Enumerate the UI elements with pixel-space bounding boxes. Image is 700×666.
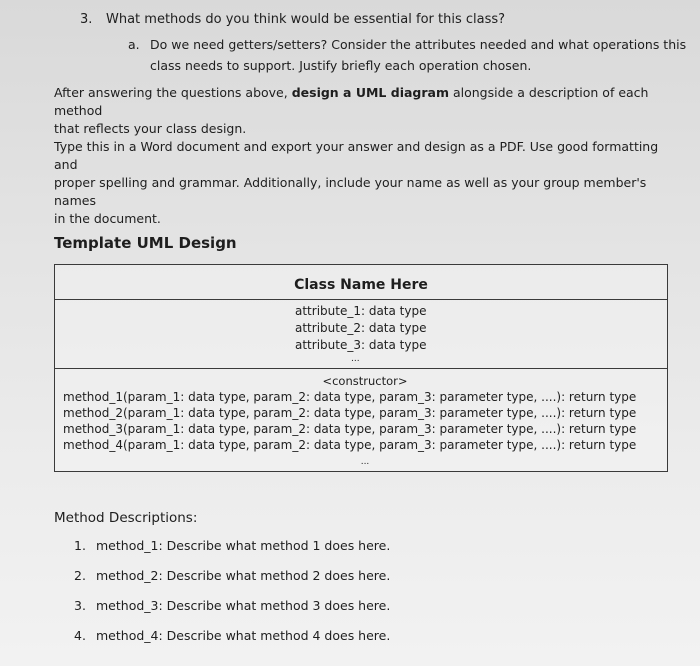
sub-question-label: a. (128, 37, 140, 52)
uml-method: method_2(param_1: data type, param_2: data type, param_3: parameter type, ....): return type (63, 406, 637, 420)
para1-pre: After answering the questions above, (54, 85, 292, 100)
list-item-text: method_2: Describe what method 2 does here. (96, 568, 391, 583)
uml-method: method_3(param_1: data type, param_2: data type, param_3: parameter type, ....): return type (63, 422, 637, 436)
list-item-number: 1. (74, 538, 86, 553)
uml-constructor: <constructor> (322, 374, 408, 388)
sub-question-line-1: Do we need getters/setters? Consider the attributes needed and what operations this (150, 37, 687, 52)
instruction-paragraph-1 (54, 84, 674, 138)
method-descriptions-title: Method Descriptions: (54, 510, 198, 526)
list-item-text: method_4: Describe what method 4 does here. (96, 628, 391, 643)
question-text: What methods do you think would be essential for this class? (106, 12, 506, 27)
list-item (74, 538, 390, 568)
question-number: 3. (80, 12, 93, 27)
para2-line-2: proper spelling and grammar. Additionally, include your name as well as your group member's names (54, 175, 647, 208)
template-title: Template UML Design (54, 234, 237, 252)
sub-question-line-2: class needs to support. Justify briefly each operation chosen. (150, 58, 532, 73)
method-descriptions-list (74, 538, 390, 658)
list-item (74, 628, 390, 658)
list-item (74, 568, 390, 598)
question-3a (128, 34, 688, 76)
instruction-paragraph-2 (54, 138, 674, 228)
uml-methods-section (55, 369, 667, 471)
uml-class-name: Class Name Here (55, 265, 667, 300)
uml-class-diagram (54, 264, 668, 472)
uml-attributes-section (55, 300, 667, 369)
list-item-text: method_3: Describe what method 3 does here. (96, 598, 391, 613)
list-item-number: 3. (74, 598, 86, 613)
uml-attribute: attribute_2: data type (295, 321, 427, 335)
uml-attribute: attribute_3: data type (295, 338, 427, 352)
list-item (74, 598, 390, 628)
list-item-number: 2. (74, 568, 86, 583)
uml-attribute-ellipsis: ... (351, 354, 360, 364)
list-item-text: method_1: Describe what method 1 does here. (96, 538, 391, 553)
question-3 (80, 12, 505, 27)
list-item-number: 4. (74, 628, 86, 643)
uml-attribute: attribute_1: data type (295, 304, 427, 318)
uml-method: method_1(param_1: data type, param_2: data type, param_3: parameter type, ....): return type (63, 390, 637, 404)
para1-post: alongside a description of each method (54, 85, 649, 118)
uml-method-ellipsis: ... (360, 457, 370, 467)
para1-bold: design a UML diagram (291, 85, 449, 100)
uml-method: method_4(param_1: data type, param_2: data type, param_3: parameter type, ....): return type (63, 438, 637, 452)
para2-line-1: Type this in a Word document and export your answer and design as a PDF. Use good formatting and (54, 139, 659, 172)
para1-line-2: that reflects your class design. (54, 121, 247, 136)
para2-line-3: in the document. (54, 211, 161, 226)
